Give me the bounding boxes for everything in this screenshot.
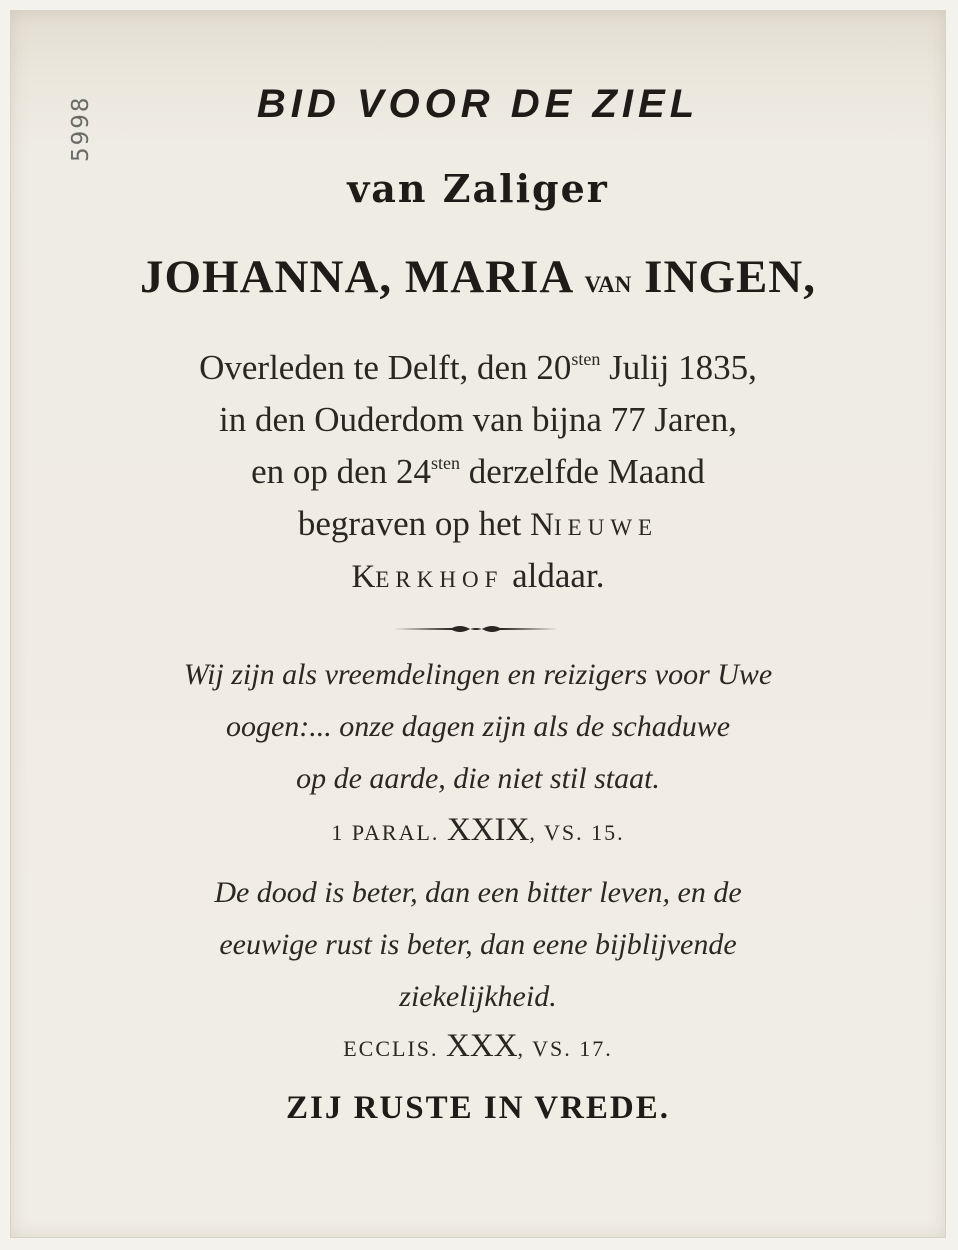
cemetery-cap: K <box>351 559 376 595</box>
age-line: in den Ouderdom van bijna 77 Jaren, <box>218 400 738 439</box>
verse2-line1: De dood is beter, dan een bitter leven, en de <box>214 876 742 909</box>
burial-place-text: begraven op het <box>297 504 531 543</box>
archive-number: 5998 <box>68 95 94 162</box>
ref1-verse: , VS. 15. <box>529 820 625 845</box>
death-sup: sten <box>571 349 601 369</box>
place-cap: N <box>530 507 555 543</box>
name-part2: INGEN, <box>631 251 816 303</box>
name-part1: JOHANNA, MARIA <box>140 251 585 303</box>
deceased-name <box>10 250 946 304</box>
heading: BID VOOR DE ZIEL <box>256 82 700 126</box>
memorial-card <box>10 10 946 1238</box>
name-particle: VAN <box>584 272 632 297</box>
ref2-verse: , VS. 17. <box>517 1036 613 1061</box>
ornamental-divider <box>394 622 558 636</box>
burial-place-line <box>10 504 946 544</box>
ref1-book: 1 PARAL. <box>331 820 447 845</box>
closing-line: ZIJ RUSTE IN VREDE. <box>286 1090 670 1126</box>
verse2-line3: ziekelijkheid. <box>399 980 557 1013</box>
place-rest: IEUWE <box>554 515 659 540</box>
cemetery-end: aldaar. <box>503 556 605 595</box>
subheading: van Zaliger <box>347 166 609 211</box>
ref2-book: ECCLIS. <box>343 1036 447 1061</box>
burial-date-line <box>10 452 946 492</box>
death-date: Julij 1835, <box>600 348 757 387</box>
reference-1 <box>10 812 946 849</box>
death-line <box>10 348 946 388</box>
death-text: Overleden te Delft, den 20 <box>199 348 572 387</box>
burial-month: derzelfde Maand <box>459 452 705 491</box>
ref1-chapter: XXIX <box>446 812 530 848</box>
verse1-line2: oogen:... onze dagen zijn als de schaduwe <box>225 710 731 743</box>
burial-text: en op den 24 <box>251 452 431 491</box>
burial-sup: sten <box>430 453 460 473</box>
ref2-chapter: XXX <box>446 1028 518 1064</box>
verse1-line1: Wij zijn als vreemdelingen en reizigers voor Uwe <box>183 658 773 691</box>
reference-2 <box>10 1028 946 1065</box>
cemetery-rest: ERKHOF <box>375 567 504 592</box>
verse2-line2: eeuwige rust is beter, dan eene bijblijvende <box>219 928 737 961</box>
verse1-line3: op de aarde, die niet stil staat. <box>296 762 660 795</box>
cemetery-line <box>10 556 946 596</box>
